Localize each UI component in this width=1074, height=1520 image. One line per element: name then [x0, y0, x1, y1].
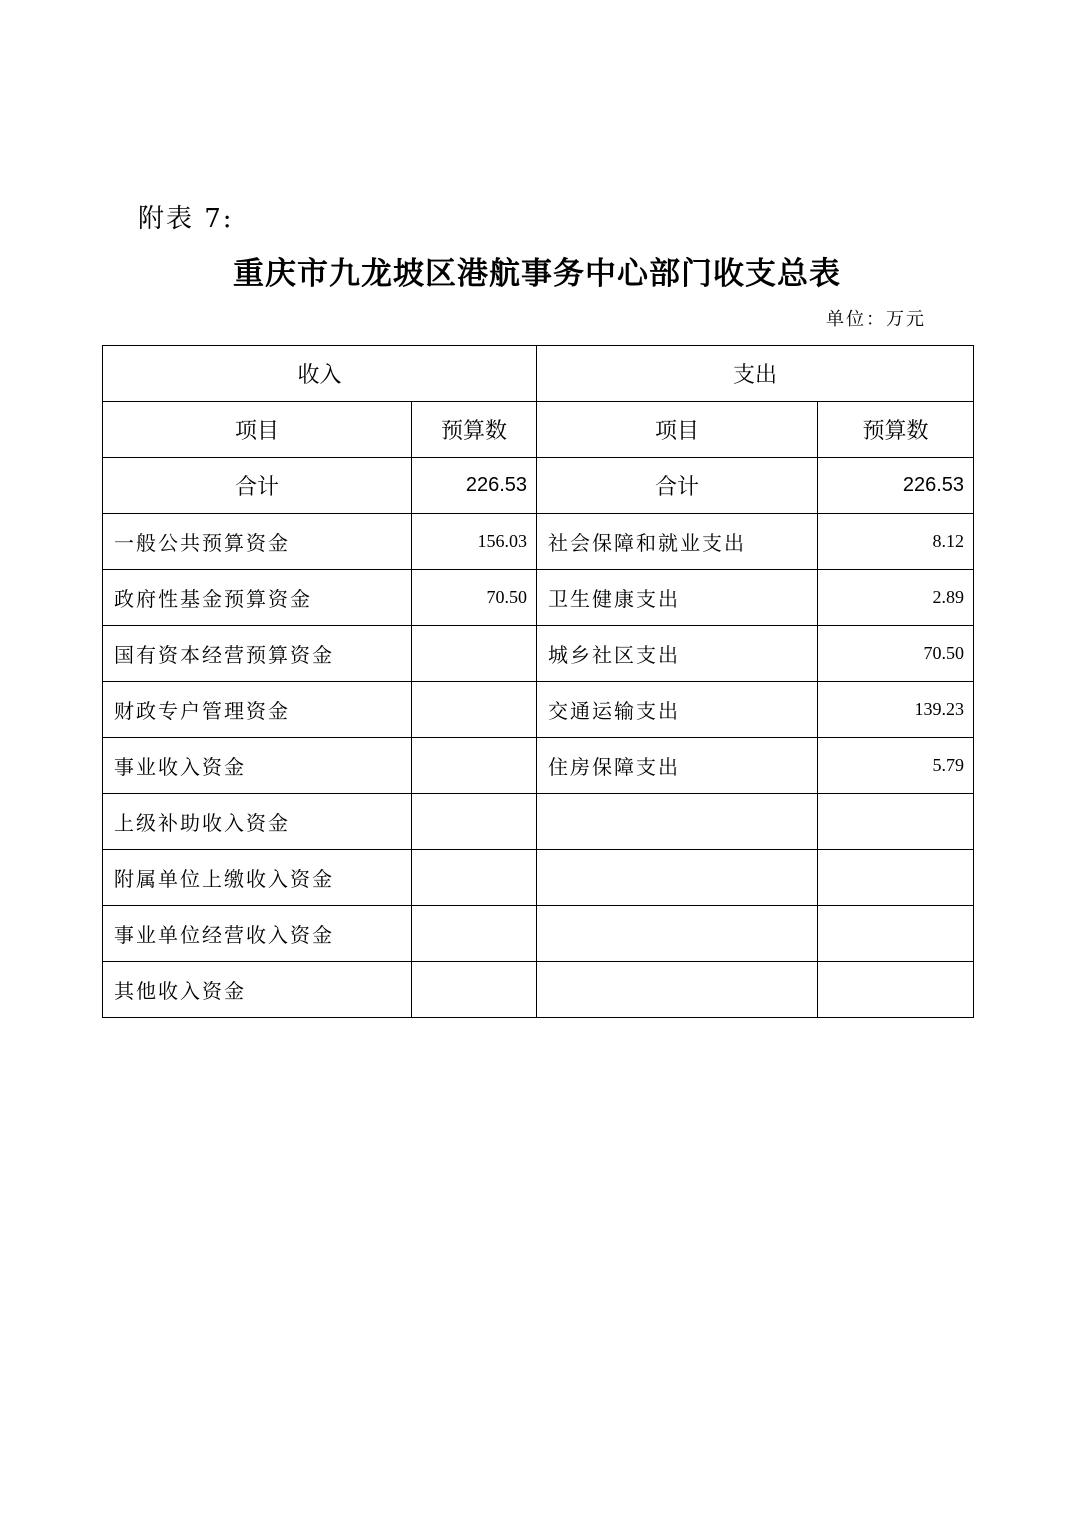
- income-item: 事业单位经营收入资金: [103, 906, 412, 962]
- table-row: [103, 906, 974, 962]
- income-value: 70.50: [412, 570, 537, 626]
- expense-item: [537, 850, 818, 906]
- income-header: 收入: [103, 346, 537, 402]
- income-value: 156.03: [412, 514, 537, 570]
- budget-table: [102, 345, 974, 1018]
- expense-item: [537, 906, 818, 962]
- expense-value: [818, 794, 974, 850]
- total-row: [103, 458, 974, 514]
- page-title: 重庆市九龙坡区港航事务中心部门收支总表: [233, 256, 841, 292]
- income-item: 国有资本经营预算资金: [103, 626, 412, 682]
- expense-value: [818, 962, 974, 1018]
- income-item: 事业收入资金: [103, 738, 412, 794]
- income-item: 其他收入资金: [103, 962, 412, 1018]
- income-total-value: 226.53: [412, 458, 537, 514]
- expense-value: 5.79: [818, 738, 974, 794]
- column-header-row: [103, 402, 974, 458]
- income-item-column-header: 项目: [103, 402, 412, 458]
- income-value: [412, 794, 537, 850]
- expense-item-column-header: 项目: [537, 402, 818, 458]
- income-item: 一般公共预算资金: [103, 514, 412, 570]
- income-value: [412, 850, 537, 906]
- expense-value: 139.23: [818, 682, 974, 738]
- expense-item: 社会保障和就业支出: [537, 514, 818, 570]
- income-budget-column-header: 预算数: [412, 402, 537, 458]
- table-row: [103, 794, 974, 850]
- income-item: 政府性基金预算资金: [103, 570, 412, 626]
- expense-value: 2.89: [818, 570, 974, 626]
- table-row: [103, 850, 974, 906]
- income-value: [412, 738, 537, 794]
- expense-item: 城乡社区支出: [537, 626, 818, 682]
- expense-header: 支出: [537, 346, 974, 402]
- expense-item: [537, 794, 818, 850]
- table-row: [103, 570, 974, 626]
- expense-value: [818, 906, 974, 962]
- expense-item: 住房保障支出: [537, 738, 818, 794]
- expense-budget-column-header: 预算数: [818, 402, 974, 458]
- unit-label: 单位：万元: [826, 309, 926, 330]
- expense-item: [537, 962, 818, 1018]
- income-value: [412, 682, 537, 738]
- income-item: 附属单位上缴收入资金: [103, 850, 412, 906]
- income-value: [412, 962, 537, 1018]
- income-item: 上级补助收入资金: [103, 794, 412, 850]
- expense-item: 卫生健康支出: [537, 570, 818, 626]
- table-row: [103, 962, 974, 1018]
- expense-value: 70.50: [818, 626, 974, 682]
- table-row: [103, 738, 974, 794]
- expense-value: [818, 850, 974, 906]
- income-value: [412, 626, 537, 682]
- section-header-row: [103, 346, 974, 402]
- expense-value: 8.12: [818, 514, 974, 570]
- table-row: [103, 514, 974, 570]
- income-total-label: 合计: [103, 458, 412, 514]
- table-row: [103, 626, 974, 682]
- table-row: [103, 682, 974, 738]
- income-value: [412, 906, 537, 962]
- attachment-label: 附表 7:: [138, 204, 234, 234]
- expense-item: 交通运输支出: [537, 682, 818, 738]
- income-item: 财政专户管理资金: [103, 682, 412, 738]
- expense-total-label: 合计: [537, 458, 818, 514]
- expense-total-value: 226.53: [818, 458, 974, 514]
